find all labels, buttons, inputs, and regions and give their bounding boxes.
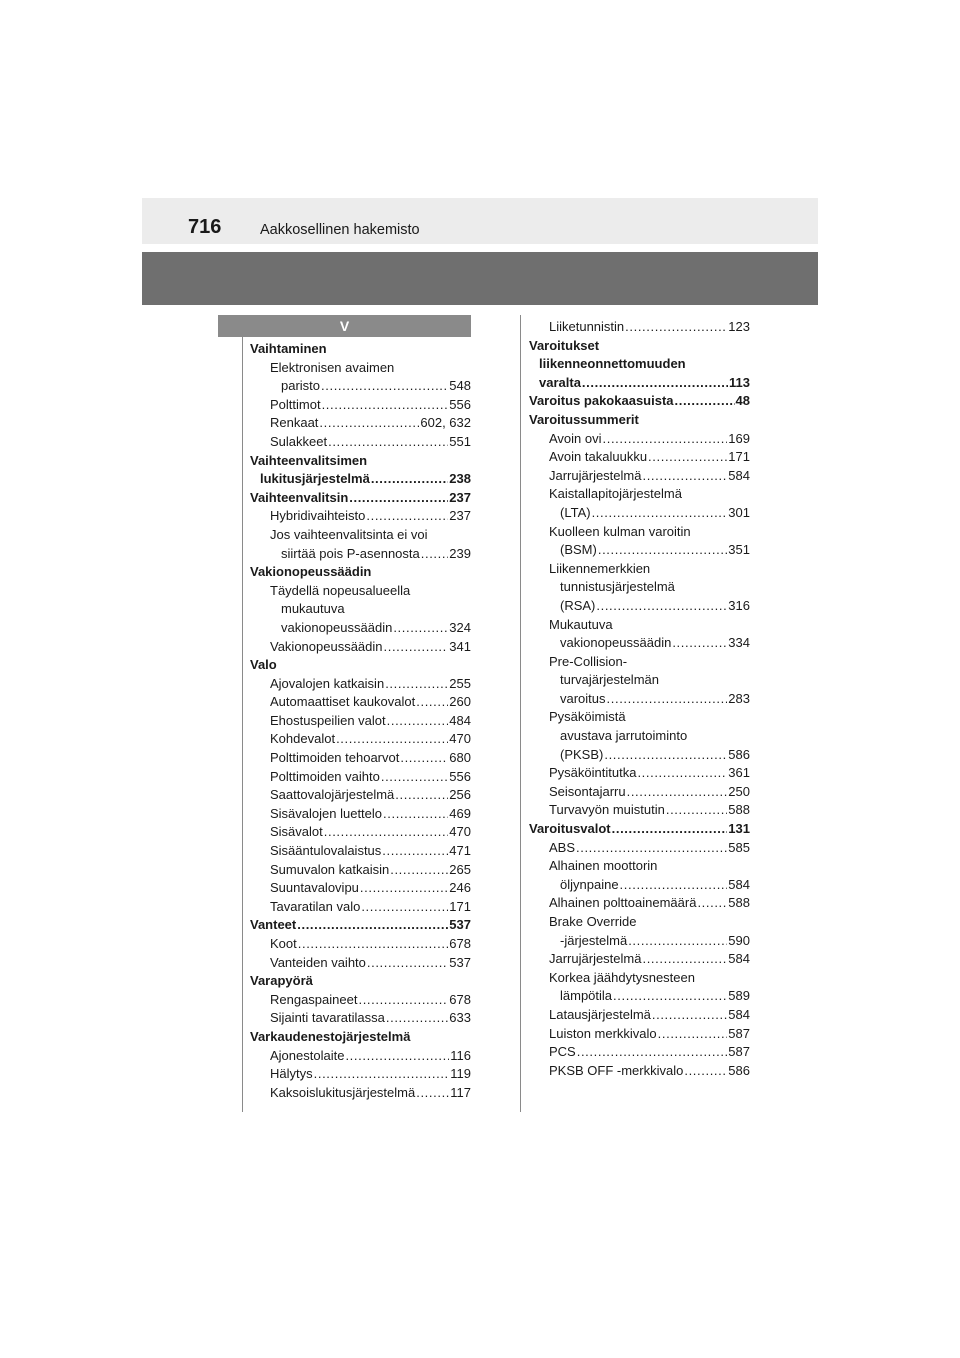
index-entry xyxy=(529,337,750,356)
index-entry-page: 117 xyxy=(450,1084,471,1100)
index-entry-page: 351 xyxy=(728,542,750,558)
index-entry-text: Sisääntulovalaistus xyxy=(270,843,382,859)
index-entry xyxy=(250,489,471,508)
index-entry-text: Tavaratilan valo xyxy=(270,898,361,914)
index-entry-text: Hybridivaihteisto xyxy=(270,508,366,524)
index-entry-page: 260 xyxy=(449,694,471,710)
index-entry-text: Täydellä nopeusalueella xyxy=(270,582,411,598)
index-entry xyxy=(529,1043,750,1062)
index-entry-text: Kaksoislukitusjärjestelmä xyxy=(270,1084,416,1100)
index-entry-page: 678 xyxy=(449,936,471,951)
index-entry xyxy=(529,801,750,820)
index-entry xyxy=(529,894,750,913)
leader-dots xyxy=(297,916,448,935)
index-entry-page: 470 xyxy=(449,824,471,840)
leader-dots xyxy=(371,470,448,489)
index-entry xyxy=(529,523,750,542)
index-entry-text: Polttimot xyxy=(270,396,321,412)
index-entry xyxy=(529,318,750,337)
index-entry-page: 48 xyxy=(735,393,750,409)
index-entry-text: Liiketunnistin xyxy=(549,319,625,334)
leader-dots xyxy=(613,987,727,1006)
index-entry-text: Brake Override xyxy=(549,914,637,929)
index-entry-text: Elektronisen avaimen xyxy=(270,359,395,375)
index-entry-text: Sijainti tavaratilassa xyxy=(270,1010,385,1026)
index-entry-text: Sisävalojen luettelo xyxy=(270,805,383,821)
index-entry-text: Varkaudenestojärjestelmä xyxy=(250,1028,411,1044)
index-entry-text: Koot xyxy=(270,936,297,951)
index-entry-text: Avoin takaluukku xyxy=(549,449,648,465)
index-entry-text: Hälytys xyxy=(270,1066,313,1082)
index-entry-text: Vanteiden vaihto xyxy=(270,954,366,970)
index-entry-text: liikenneonnettomuuden xyxy=(539,356,686,372)
index-entry-text: Sisävalot xyxy=(270,824,323,840)
leader-dots xyxy=(592,504,728,523)
index-entry-text: Sulakkeet xyxy=(270,433,328,449)
leader-dots xyxy=(607,690,728,709)
index-entry xyxy=(250,1047,471,1066)
index-entry xyxy=(529,969,750,988)
index-entry-text: Polttimoiden tehoarvot xyxy=(270,750,400,766)
index-entry xyxy=(529,987,750,1006)
index-entry-page: 587 xyxy=(728,1025,750,1041)
leader-dots xyxy=(620,876,728,895)
index-entry xyxy=(529,578,750,597)
index-entry xyxy=(529,727,750,746)
index-entry-text: turvajärjestelmän xyxy=(560,672,659,688)
index-entry-text: Renkaat xyxy=(270,415,319,431)
index-entry-page: 361 xyxy=(728,765,750,781)
leader-dots xyxy=(416,1084,449,1103)
index-entry-text: Latausjärjestelmä xyxy=(549,1006,651,1022)
index-entry-text: Pre-Collision- xyxy=(549,653,628,669)
index-entry xyxy=(250,712,471,731)
index-entry-text: Vaihtaminen xyxy=(250,341,327,356)
leader-dots xyxy=(627,783,728,802)
index-entry-page: 265 xyxy=(449,861,471,877)
index-entry-text: Seisontajarru xyxy=(549,783,626,799)
index-entry-page: 556 xyxy=(449,396,471,412)
index-entry-page: 169 xyxy=(728,430,750,446)
index-entry-page: 551 xyxy=(449,433,471,449)
index-entry-text: Varoitus pakokaasuista xyxy=(529,393,674,409)
index-entry-text: PCS xyxy=(549,1044,576,1060)
index-entry xyxy=(250,935,471,954)
index-entry-text: Automaattiset kaukovalot xyxy=(270,694,416,710)
index-entry-text: Saattovalojärjestelmä xyxy=(270,787,395,803)
leader-dots xyxy=(358,991,448,1010)
index-entry xyxy=(529,690,750,709)
index-entry xyxy=(250,879,471,898)
leader-dots xyxy=(382,842,448,861)
index-entry-page: 283 xyxy=(728,690,750,706)
leader-dots xyxy=(598,541,727,560)
leader-dots xyxy=(642,467,727,486)
index-entry-page: 324 xyxy=(449,619,471,635)
index-entry-text: (BSM) xyxy=(560,542,597,558)
index-entry xyxy=(250,507,471,526)
leader-dots xyxy=(666,801,727,820)
index-entry-page: 556 xyxy=(449,768,471,784)
index-entry xyxy=(250,526,471,545)
index-entry-page: 301 xyxy=(728,504,750,520)
index-entry xyxy=(250,786,471,805)
index-entry-page: 116 xyxy=(450,1047,471,1063)
index-entry-text: Vaihteenvalitsin xyxy=(250,489,349,505)
index-entry-text: Valo xyxy=(250,657,277,673)
index-entry xyxy=(250,823,471,842)
leader-dots xyxy=(395,786,448,805)
leader-dots xyxy=(684,1062,727,1081)
index-entry-text: Korkea jäähdytysnesteen xyxy=(549,969,695,985)
index-column-right xyxy=(529,318,750,1080)
index-entry-text: tunnistusjärjestelmä xyxy=(560,579,675,595)
index-entry-text: Vanteet xyxy=(250,917,297,933)
leader-dots xyxy=(672,634,727,653)
index-entry-page: 316 xyxy=(728,597,750,613)
index-entry-page: 484 xyxy=(449,712,471,728)
index-entry-text: Luiston merkkivalo xyxy=(549,1025,657,1041)
index-entry xyxy=(529,504,750,523)
leader-dots xyxy=(697,894,727,913)
index-entry-page: 585 xyxy=(728,839,750,855)
leader-dots xyxy=(625,318,727,337)
index-entry-page: 588 xyxy=(728,895,750,911)
index-entry xyxy=(529,560,750,579)
index-entry xyxy=(250,396,471,415)
index-entry xyxy=(529,932,750,951)
index-entry xyxy=(529,541,750,560)
index-entry-page: 237 xyxy=(449,489,471,505)
column-divider-left xyxy=(242,337,243,1112)
index-entry xyxy=(250,954,471,973)
index-entry xyxy=(529,374,750,393)
leader-dots xyxy=(642,950,727,969)
index-entry xyxy=(250,414,471,433)
index-entry-page: 602, 632 xyxy=(420,415,471,431)
index-entry xyxy=(250,638,471,657)
leader-dots xyxy=(345,1047,449,1066)
index-entry-text: varoitus xyxy=(560,690,606,706)
index-entry xyxy=(250,730,471,749)
index-entry-page: 587 xyxy=(728,1044,750,1060)
index-entry xyxy=(529,708,750,727)
index-entry xyxy=(250,1028,471,1047)
index-entry xyxy=(529,1025,750,1044)
leader-dots xyxy=(298,935,449,954)
index-entry-text: Jarrujärjestelmä xyxy=(549,951,642,967)
index-entry-text: Varoitusvalot xyxy=(529,821,611,837)
leader-dots xyxy=(322,396,449,415)
index-entry-text: Varoitussummerit xyxy=(529,411,639,427)
index-entry-text: Rengaspaineet xyxy=(270,991,358,1007)
leader-dots xyxy=(577,1043,728,1062)
leader-dots xyxy=(582,374,728,393)
index-entry-text: Vakionopeussäädin xyxy=(270,638,383,654)
index-entry-text: Alhainen moottorin xyxy=(549,858,658,874)
index-entry-text: lukitusjärjestelmä xyxy=(260,471,370,487)
leader-dots xyxy=(366,507,448,526)
index-entry-text: (LTA) xyxy=(560,504,591,520)
index-entry xyxy=(529,355,750,374)
leader-dots xyxy=(361,898,448,917)
leader-dots xyxy=(336,730,448,749)
leader-dots xyxy=(648,448,727,467)
index-entry-text: Suuntavalovipu xyxy=(270,880,359,896)
index-entry-text: vakionopeussäädin xyxy=(560,635,672,651)
index-entry-text: Kuolleen kulman varoitin xyxy=(549,523,691,539)
header-band xyxy=(142,252,818,305)
index-entry xyxy=(529,430,750,449)
index-entry xyxy=(250,340,471,359)
leader-dots xyxy=(596,597,727,616)
index-entry xyxy=(529,913,750,932)
index-entry-text: Vaihteenvalitsimen xyxy=(250,452,368,468)
page-number: 716 xyxy=(188,216,222,238)
index-entry xyxy=(529,392,750,411)
index-entry xyxy=(529,671,750,690)
leader-dots xyxy=(384,638,449,657)
leader-dots xyxy=(628,932,727,951)
index-entry-text: vakionopeussäädin xyxy=(281,619,393,635)
column-divider-right xyxy=(520,315,521,1112)
index-entry xyxy=(250,675,471,694)
index-entry xyxy=(529,597,750,616)
index-entry-text: Kohdevalot xyxy=(270,731,336,747)
leader-dots xyxy=(319,414,419,433)
index-entry xyxy=(250,861,471,880)
leader-dots xyxy=(603,430,728,449)
index-entry xyxy=(250,693,471,712)
leader-dots xyxy=(637,764,727,783)
leader-dots xyxy=(386,1009,448,1028)
index-entry xyxy=(529,411,750,430)
index-entry xyxy=(529,820,750,839)
index-entry-page: 584 xyxy=(728,951,750,967)
leader-dots xyxy=(385,675,448,694)
index-entry xyxy=(529,485,750,504)
index-entry-page: 171 xyxy=(728,449,750,465)
index-entry xyxy=(250,1084,471,1103)
index-entry xyxy=(250,1009,471,1028)
index-entry-page: 584 xyxy=(728,467,750,483)
leader-dots xyxy=(612,820,728,839)
page-title: Aakkosellinen hakemisto xyxy=(260,222,420,238)
leader-dots xyxy=(604,746,727,765)
index-entry xyxy=(250,545,471,564)
index-entry-page: 238 xyxy=(449,471,471,487)
index-entry-page: 584 xyxy=(728,1006,750,1022)
leader-dots xyxy=(387,712,449,731)
index-entry-text: öljynpaine xyxy=(560,876,619,892)
index-entry-text: ABS xyxy=(549,839,576,855)
index-entry-text: lämpötila xyxy=(560,988,613,1004)
index-entry-text: Ajovalojen katkaisin xyxy=(270,675,385,691)
index-entry-text: Varoitukset xyxy=(529,337,600,353)
index-entry-text: Varapyörä xyxy=(250,973,313,989)
index-entry-page: 590 xyxy=(728,932,750,948)
index-entry-text: Ehostuspeilien valot xyxy=(270,712,386,728)
index-entry-page: 237 xyxy=(449,508,471,524)
index-entry-text: Pysäköimistä xyxy=(549,709,626,725)
index-entry-page: 470 xyxy=(449,731,471,747)
index-entry xyxy=(529,839,750,858)
index-entry xyxy=(529,950,750,969)
index-entry xyxy=(250,768,471,787)
index-entry-page: 123 xyxy=(728,319,750,334)
index-entry xyxy=(529,764,750,783)
index-entry-page: 246 xyxy=(449,880,471,896)
index-entry-page: 250 xyxy=(728,783,750,799)
index-entry-text: Pysäköintitutka xyxy=(549,765,637,781)
index-entry-page: 341 xyxy=(449,638,471,654)
index-entry-text: Turvavyön muistutin xyxy=(549,802,665,818)
index-column-left xyxy=(250,340,471,1102)
index-entry xyxy=(529,857,750,876)
leader-dots xyxy=(328,433,448,452)
index-entry xyxy=(529,634,750,653)
index-entry-page: 256 xyxy=(449,787,471,803)
index-entry-page: 471 xyxy=(449,843,471,859)
index-entry-page: 586 xyxy=(728,746,750,762)
index-entry-text: Mukautuva xyxy=(549,616,613,632)
leader-dots xyxy=(314,1065,450,1084)
index-entry-text: Jarrujärjestelmä xyxy=(549,467,642,483)
index-entry-page: 584 xyxy=(728,876,750,892)
index-entry-page: 589 xyxy=(728,988,750,1004)
index-entry-text: Jos vaihteenvalitsinta ei voi xyxy=(270,526,428,542)
index-entry-page: 171 xyxy=(449,898,471,914)
index-entry xyxy=(250,1065,471,1084)
index-entry-page: 586 xyxy=(728,1062,750,1078)
section-letter: V xyxy=(218,315,471,337)
index-entry-text: Sumuvalon katkaisin xyxy=(270,861,390,877)
index-entry xyxy=(529,1062,750,1081)
index-entry xyxy=(529,783,750,802)
index-entry xyxy=(529,467,750,486)
index-entry xyxy=(250,842,471,861)
index-entry-text: Avoin ovi xyxy=(549,430,602,446)
leader-dots xyxy=(321,377,448,396)
index-entry xyxy=(250,805,471,824)
index-entry-text: paristo xyxy=(281,378,321,394)
index-entry xyxy=(250,656,471,675)
index-entry-text: Alhainen polttoainemäärä xyxy=(549,895,697,911)
index-entry xyxy=(250,991,471,1010)
index-entry-page: 678 xyxy=(449,991,471,1007)
index-entry-text: (RSA) xyxy=(560,597,596,613)
index-entry-page: 537 xyxy=(449,954,471,970)
leader-dots xyxy=(349,489,448,508)
index-entry xyxy=(250,619,471,638)
index-entry xyxy=(529,876,750,895)
index-entry xyxy=(250,600,471,619)
index-entry-page: 633 xyxy=(449,1010,471,1026)
index-entry xyxy=(250,972,471,991)
leader-dots xyxy=(393,619,448,638)
index-entry-text: Liikennemerkkien xyxy=(549,560,651,576)
index-entry-text: PKSB OFF -merkkivalo xyxy=(549,1062,684,1078)
index-entry xyxy=(250,563,471,582)
index-entry-text: Polttimoiden vaihto xyxy=(270,768,380,784)
index-entry xyxy=(250,749,471,768)
index-entry-text: Kaistallapitojärjestelmä xyxy=(549,486,682,502)
index-entry-page: 548 xyxy=(449,378,471,394)
leader-dots xyxy=(658,1025,728,1044)
index-entry-text: varalta xyxy=(539,374,581,390)
index-entry xyxy=(250,898,471,917)
index-entry xyxy=(250,377,471,396)
index-entry xyxy=(529,616,750,635)
index-entry-page: 131 xyxy=(728,821,750,837)
index-entry-page: 537 xyxy=(449,917,471,933)
index-entry-page: 334 xyxy=(728,635,750,651)
index-entry-page: 239 xyxy=(449,545,471,561)
index-entry xyxy=(529,746,750,765)
index-entry-page: 588 xyxy=(728,802,750,818)
index-entry-text: mukautuva xyxy=(281,601,345,617)
index-entry xyxy=(250,452,471,471)
leader-dots xyxy=(400,749,448,768)
index-entry-text: avustava jarrutoiminto xyxy=(560,728,688,744)
index-entry-page: 255 xyxy=(449,675,471,691)
index-entry xyxy=(529,448,750,467)
leader-dots xyxy=(381,768,448,787)
leader-dots xyxy=(360,879,448,898)
index-entry xyxy=(250,433,471,452)
index-entry xyxy=(250,582,471,601)
leader-dots xyxy=(421,545,449,564)
leader-dots xyxy=(367,954,448,973)
index-entry-page: 113 xyxy=(729,374,750,390)
index-entry-text: siirtää pois P-asennosta xyxy=(281,545,420,561)
index-entry-page: 119 xyxy=(450,1066,471,1082)
page-header xyxy=(142,198,818,244)
leader-dots xyxy=(383,805,448,824)
index-entry xyxy=(529,653,750,672)
index-entry-page: 680 xyxy=(449,750,471,766)
index-entry xyxy=(250,359,471,378)
index-entry-text: -järjestelmä xyxy=(560,932,628,948)
index-entry-text: Ajonestolaite xyxy=(270,1047,345,1063)
leader-dots xyxy=(416,693,448,712)
index-entry-page: 469 xyxy=(449,805,471,821)
index-entry xyxy=(250,470,471,489)
leader-dots xyxy=(390,861,448,880)
index-entry xyxy=(529,1006,750,1025)
leader-dots xyxy=(576,839,727,858)
leader-dots xyxy=(324,823,449,842)
leader-dots xyxy=(675,392,735,411)
index-entry-text: Vakionopeussäädin xyxy=(250,564,372,580)
index-entry xyxy=(250,916,471,935)
leader-dots xyxy=(652,1006,727,1025)
index-entry-text: (PKSB) xyxy=(560,746,604,762)
